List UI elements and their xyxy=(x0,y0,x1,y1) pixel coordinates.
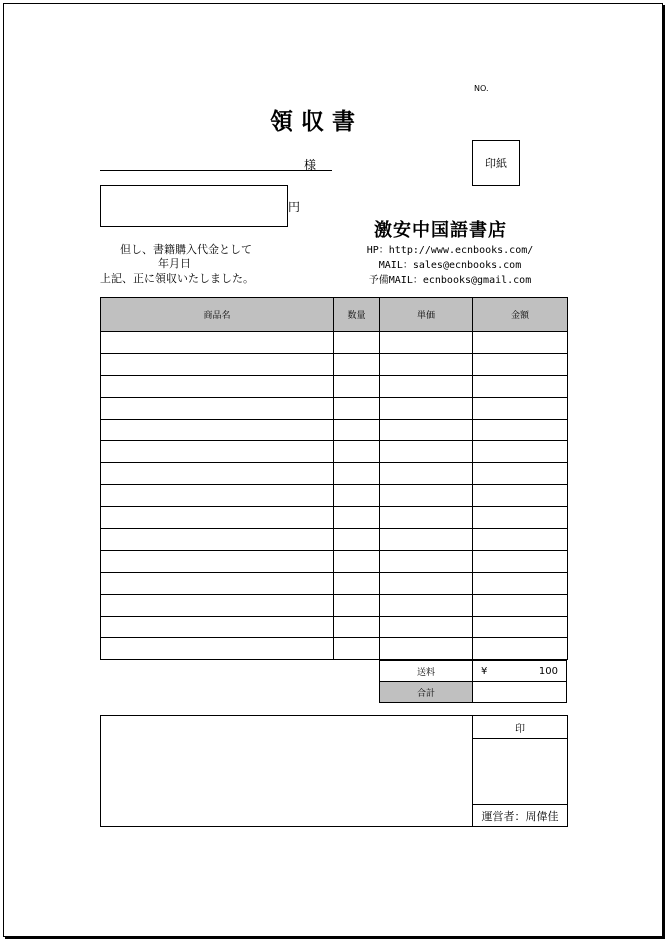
table-row xyxy=(101,507,568,529)
cell-product xyxy=(101,507,334,529)
addressee-suffix: 様 xyxy=(304,158,317,172)
cell-quantity xyxy=(334,375,380,397)
receipt-number-label: NO. xyxy=(474,84,489,93)
cell-product xyxy=(101,572,334,594)
cell-product xyxy=(101,353,334,375)
cell-amount xyxy=(473,441,568,463)
cell-amount xyxy=(473,463,568,485)
cell-amount xyxy=(473,485,568,507)
currency-suffix: 円 xyxy=(288,200,301,214)
cell-product xyxy=(101,397,334,419)
table-row xyxy=(101,463,568,485)
shipping-value: 100 xyxy=(538,665,558,677)
cell-quantity xyxy=(334,397,380,419)
cell-unit-price xyxy=(380,507,473,529)
cell-unit-price xyxy=(380,375,473,397)
cell-amount xyxy=(473,616,568,638)
confirmation-note: 上記、正に領収いたしました。 xyxy=(100,272,254,285)
cell-quantity xyxy=(334,507,380,529)
cell-amount xyxy=(473,529,568,551)
cell-product xyxy=(101,332,334,354)
cell-amount xyxy=(473,550,568,572)
cell-unit-price xyxy=(380,594,473,616)
table-row xyxy=(101,332,568,354)
cell-unit-price xyxy=(380,638,473,660)
cell-quantity xyxy=(334,550,380,572)
table-row xyxy=(101,441,568,463)
cell-product xyxy=(101,616,334,638)
cell-product xyxy=(101,485,334,507)
amount-box xyxy=(100,185,288,227)
table-row xyxy=(101,616,568,638)
cell-unit-price xyxy=(380,353,473,375)
cell-product xyxy=(101,441,334,463)
table-row xyxy=(101,375,568,397)
cell-product xyxy=(101,529,334,551)
cell-quantity xyxy=(334,441,380,463)
cell-unit-price xyxy=(380,397,473,419)
total-row xyxy=(380,682,567,703)
cell-product xyxy=(101,375,334,397)
cell-quantity xyxy=(334,353,380,375)
column-header-quantity: 数量 xyxy=(334,298,380,332)
store-name: 激安中国語書店 xyxy=(374,220,507,241)
cell-quantity xyxy=(334,638,380,660)
seal-space xyxy=(473,739,567,805)
cell-product xyxy=(101,463,334,485)
purpose-note: 但し、書籍購入代金として xyxy=(120,243,252,256)
cell-amount xyxy=(473,572,568,594)
cell-quantity xyxy=(334,332,380,354)
items-table xyxy=(100,297,568,660)
addressee-line xyxy=(100,170,332,171)
table-row xyxy=(101,572,568,594)
table-row xyxy=(101,419,568,441)
table-row xyxy=(101,529,568,551)
cell-quantity xyxy=(334,572,380,594)
table-row xyxy=(101,485,568,507)
store-homepage: HP：http://www.ecnbooks.com/ xyxy=(366,245,534,256)
cell-unit-price xyxy=(380,485,473,507)
cell-unit-price xyxy=(380,529,473,551)
cell-quantity xyxy=(334,594,380,616)
date-note: 年月日 xyxy=(158,257,191,270)
store-spare-mail: 予備MAIL：ecnbooks@gmail.com xyxy=(368,275,532,286)
cell-unit-price xyxy=(380,572,473,594)
total-value xyxy=(473,682,567,703)
column-header-unit-price: 単価 xyxy=(380,298,473,332)
cell-unit-price xyxy=(380,616,473,638)
cell-quantity xyxy=(334,485,380,507)
store-mail: MAIL：sales@ecnbooks.com xyxy=(378,260,522,271)
table-row xyxy=(101,550,568,572)
cell-unit-price xyxy=(380,332,473,354)
cell-quantity xyxy=(334,529,380,551)
totals-table xyxy=(379,660,567,703)
table-row xyxy=(101,594,568,616)
operator-name: 運営者：周偉佳 xyxy=(481,810,559,823)
cell-amount xyxy=(473,375,568,397)
seal-label: 印 xyxy=(473,716,567,739)
column-header-amount: 金額 xyxy=(473,298,568,332)
cell-product xyxy=(101,550,334,572)
cell-quantity xyxy=(334,419,380,441)
cell-amount xyxy=(473,353,568,375)
shipping-label: 送料 xyxy=(380,661,473,682)
shipping-currency: ¥ xyxy=(481,665,488,677)
revenue-stamp-box xyxy=(472,140,520,186)
cell-product xyxy=(101,594,334,616)
remarks-box xyxy=(100,715,473,827)
seal-column xyxy=(472,715,568,827)
total-label: 合計 xyxy=(380,682,473,703)
receipt-title: 領 収 書 xyxy=(270,109,356,135)
cell-amount xyxy=(473,397,568,419)
items-header-row xyxy=(101,298,568,332)
shipping-row xyxy=(380,661,567,682)
cell-unit-price xyxy=(380,550,473,572)
revenue-stamp-label: 印紙 xyxy=(485,157,507,170)
cell-unit-price xyxy=(380,419,473,441)
cell-quantity xyxy=(334,463,380,485)
cell-unit-price xyxy=(380,463,473,485)
table-row xyxy=(101,638,568,660)
cell-quantity xyxy=(334,616,380,638)
table-row xyxy=(101,353,568,375)
cell-amount xyxy=(473,507,568,529)
cell-amount xyxy=(473,638,568,660)
cell-amount xyxy=(473,594,568,616)
cell-unit-price xyxy=(380,441,473,463)
table-row xyxy=(101,397,568,419)
column-header-product: 商品名 xyxy=(101,298,334,332)
cell-product xyxy=(101,638,334,660)
cell-product xyxy=(101,419,334,441)
cell-amount xyxy=(473,419,568,441)
shipping-value-cell xyxy=(473,661,567,682)
cell-amount xyxy=(473,332,568,354)
